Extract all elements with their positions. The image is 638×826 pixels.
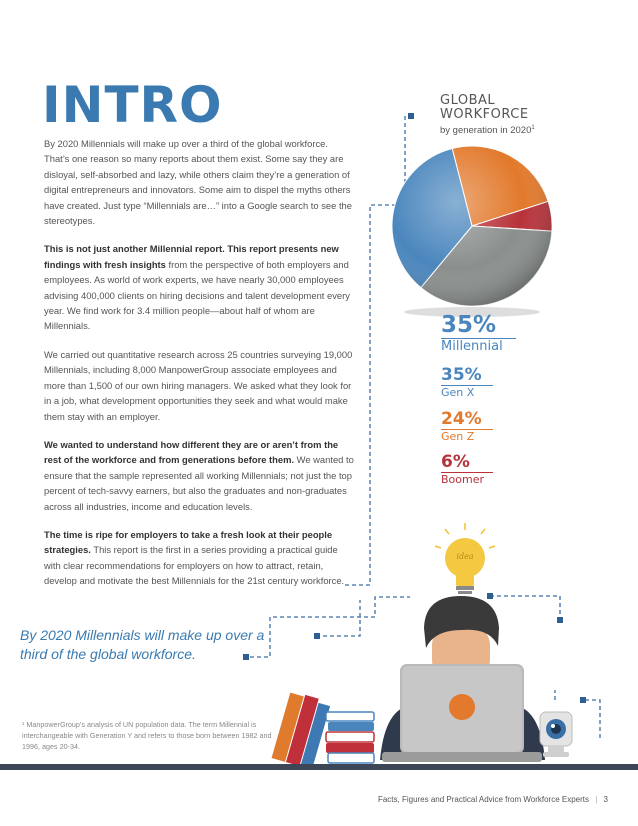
- stat-value-millennial: 35%: [441, 312, 497, 338]
- stat-value-gen-z: 24%: [441, 409, 482, 429]
- paragraph-1: By 2020 Millennials will make up over a third of the global workforce. That’s one reason so many reports about them exist. Some say they are disloyal, self-absorbed and lazy, while others claim they’re a generation of digital entrepreneurs and innovators. Some aim to dispel the myths others have created. Just type “Millennials are…” into a Google search to see the stereotypes.: [44, 138, 352, 227]
- stat-boomer: [441, 452, 493, 487]
- footer-tagline: Facts, Figures and Practical Advice from Workforce Experts: [377, 795, 589, 804]
- paragraph-5: The time is ripe for employers to take a fresh look at their people strategies. This report is the first in a series providing a practical guide with clear recommendations for employers on how to attract, retain, develop and motivate the best Millennials for the 21st century workforce.: [44, 528, 345, 587]
- footnote: ¹ ManpowerGroup’s analysis of UN population data. The term Millennial is interchangeable with Generation Y and refers to those born between 1982 and 1996, ages 20-34.: [22, 720, 272, 751]
- stat-label-millennial: Millennial: [441, 339, 503, 354]
- stat-millennial: [441, 312, 516, 355]
- paragraph-3: We carried out quantitative research across 25 countries surveying 19,000 Millennials, including 8,000 ManpowerGroup associate employees and more than 1,500 of our own hiring managers. We asked what they look for in a job, what development opportunities they seek and what would make them stay with an employer.: [44, 348, 353, 422]
- stat-gen-x: [441, 365, 493, 400]
- pull-quote: By 2020 Millennials will make up over a third of the global workforce.: [20, 627, 265, 662]
- stat-label-gen-x: Gen X: [441, 386, 475, 399]
- footer-separator: |: [595, 795, 598, 804]
- page-number: 3: [603, 795, 608, 804]
- page-title: INTRO: [42, 76, 223, 134]
- pie-shading: [392, 146, 552, 306]
- chart-title: [440, 94, 529, 122]
- stat-value-gen-x: 35%: [441, 365, 482, 385]
- webcam-icon: [540, 712, 572, 757]
- page-footer: [378, 795, 608, 804]
- stat-label-boomer: Boomer: [441, 473, 485, 486]
- bottom-band: [0, 764, 638, 770]
- stat-gen-z: [441, 409, 493, 444]
- stat-value-boomer: 6%: [441, 452, 470, 472]
- laptop-illustration: [382, 664, 542, 762]
- chart-title-line-2: WORKFORCE: [440, 107, 529, 122]
- paragraph-2: This is not just another Millennial report. This report presents new findings with fresh insights from the perspective of both employers and employees. As world of work experts, we have nearly 30,000 employees advising 400,000 clients on hiring decisions and talent development every year. We find work for 3.4 million people—about half of whom are Millennials.: [44, 243, 350, 332]
- bulb-label: idea: [456, 552, 474, 561]
- body-text: [44, 136, 354, 602]
- books-illustration: [272, 691, 374, 770]
- chart-subtitle: by generation in 2020$^1$: [440, 125, 535, 137]
- footnote-marker: 1: [531, 125, 535, 131]
- stat-label-gen-z: Gen Z: [441, 430, 475, 443]
- paragraph-4: We wanted to understand how different they are or aren’t from the rest of the workforce and from generations before them. We wanted to ensure that the sample represented all working Millennials; not just the top percent of tech-savvy earners, but also the graduates and non-graduates across all industries, income and education levels.: [44, 438, 354, 512]
- chart-title-line-1: GLOBAL: [440, 93, 496, 108]
